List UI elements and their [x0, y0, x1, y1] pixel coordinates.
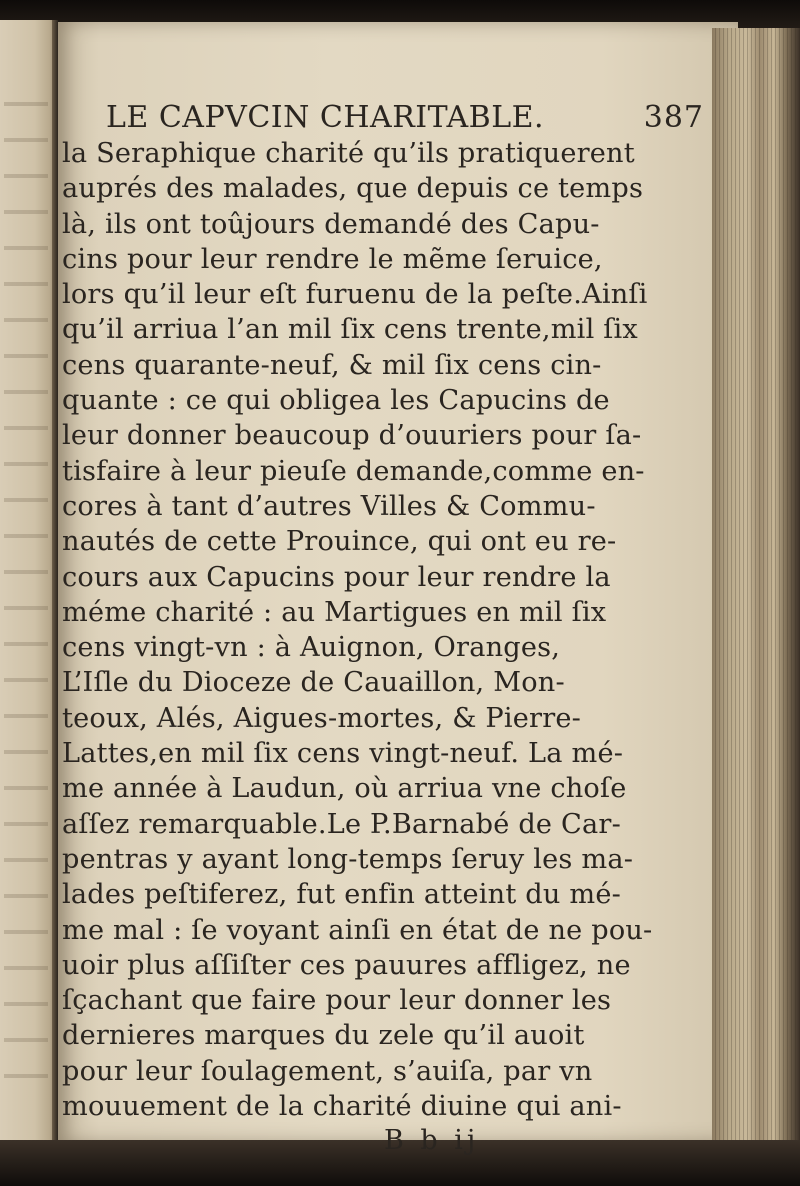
text-line: cins pour leur rendre le mẽme ſeruice,: [62, 243, 603, 275]
text-line: dernieres marques du zele qu’il auoit: [62, 1020, 585, 1052]
text-line: pentras y ayant long-temps ſeruy les ma-: [62, 843, 634, 875]
text-line: L’Iſle du Dioceze de Cauaillon, Mon-: [62, 667, 565, 699]
text-line: tisfaire à leur pieuſe demande,comme en-: [62, 455, 645, 487]
text-line: cens quarante-neuf, & mil ſix cens cin-: [62, 349, 602, 381]
page-number: 387: [643, 100, 704, 135]
text-line: teoux, Alés, Aigues-mortes, & Pierre-: [62, 702, 582, 734]
previous-page-edge: [0, 20, 58, 1150]
text-line: me année à Laudun, où arriua vne choſe: [62, 773, 627, 805]
text-line: qu’il arriua l’an mil ſix cens trente,mil ſix: [62, 314, 638, 346]
text-line: cours aux Capucins pour leur rendre la: [62, 561, 611, 593]
text-line: nautés de cette Prouince, qui ont eu re-: [62, 526, 617, 558]
text-line: cores à tant d’autres Villes & Commu-: [62, 490, 596, 522]
running-header: [106, 100, 704, 136]
signature-mark: B b ij: [384, 1125, 480, 1157]
text-line: mouuement de la charité diuine qui ani-: [62, 1091, 622, 1123]
text-line: lades peſtiferez, fut enfin atteint du mé-: [62, 879, 621, 911]
bleed-through-text: [4, 80, 48, 1080]
text-line: uoir plus aſſiſter ces pauures affligez, ne: [62, 949, 631, 981]
text-line: lors qu’il leur eſt furuenu de la peſte.Ainſi: [62, 279, 648, 311]
text-line: là, ils ont toûjours demandé des Capu-: [62, 208, 600, 240]
page-text: [62, 100, 712, 1158]
text-line: quante : ce qui obligea les Capucins de: [62, 385, 610, 417]
text-line: méme charité : au Martigues en mil ſix: [62, 596, 607, 628]
text-line: leur donner beaucoup d’ouuriers pour ſa-: [62, 420, 642, 452]
text-line: ſçachant que faire pour leur donner les: [62, 985, 612, 1017]
text-line: aſſez remarquable.Le P.Barnabé de Car-: [62, 808, 621, 840]
text-line: auprés des malades, que depuis ce temps: [62, 173, 644, 205]
text-line: pour leur ſoulagement, s’auiſa, par vn: [62, 1055, 593, 1087]
page-stack-edge: [712, 28, 800, 1158]
running-title: LE CAPVCIN CHARITABLE.: [106, 100, 545, 135]
text-line: Lattes,en mil ſix cens vingt-neuf. La mé-: [62, 738, 624, 770]
text-line: me mal : ſe voyant ainſi en état de ne pou-: [62, 914, 653, 946]
text-line: cens vingt-vn : à Auignon, Oranges,: [62, 632, 561, 664]
text-line: la Seraphique charité qu’ils pratiquerent: [62, 138, 635, 169]
